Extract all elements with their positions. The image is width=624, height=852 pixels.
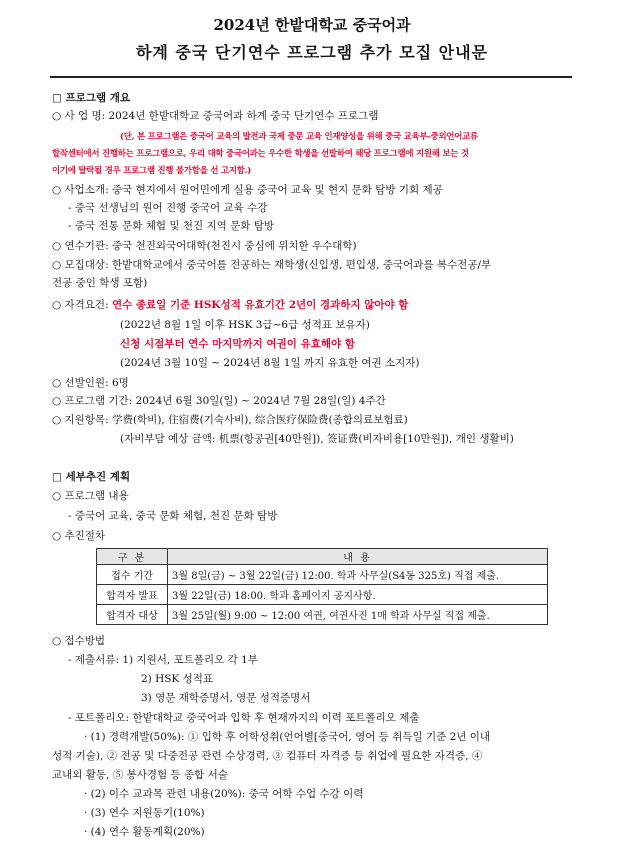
portfolio-item2: · (2) 이수 교과목 관련 내용(20%): 중국 어학 수업 수강 이력 (84, 788, 364, 800)
document-title-line2: 하계 중국 단기연수 프로그램 추가 모집 안내문 (135, 43, 489, 62)
table-row (97, 605, 548, 625)
program-note-line2: 합작센터에서 진행하는 프로그램으로, 우리 대학 중국어과는 우수한 학생을 선발하여 해당 프로그램에 지원해 보는 것 (52, 148, 469, 158)
program-intro-sub1: - 중국 선생님의 원어 진행 중국어 교육 수강 (68, 202, 268, 214)
program-name: ○ 사 업 명: 2024년 한밭대학교 중국어과 하계 중국 단기연수 프로그램 (52, 110, 379, 122)
procedure-heading: ○ 추진절차 (52, 530, 106, 542)
portfolio-item4: · (4) 연수 활동계획(20%) (84, 826, 205, 838)
support-self-cost: (자비부담 예상 금액: 机票(항공권[40만원]), 签证费(비자비용[10만원]), 개인 생활비) (120, 433, 514, 445)
requirement-passport-detail: (2024년 3월 10일 ~ 2024년 8월 1일 까지 유효한 여권 소지자) (120, 357, 420, 369)
program-note-line1: (단, 본 프로그램은 중국어 교육의 발전과 국제 중문 교육 인재양성을 위해 중국 교육부-중외언어교류 (120, 131, 478, 141)
table-row (97, 565, 548, 585)
procedure-row-value: 3월 25일(월) 9:00 ~ 12:00 여권, 여권사진 1매 학과 사무실 직접 제출. (168, 605, 548, 625)
procedure-row-label: 합격자 발표 (97, 585, 168, 605)
portfolio-description: - 포트폴리오: 한밭대학교 중국어과 입학 후 현재까지의 이력 포트폴리오 제출 (68, 712, 420, 724)
target-line1: ○ 모집대상: 한밭대학교에서 중국어를 전공하는 재학생(신입생, 편입생, 중국어과를 복수전공/부 (52, 259, 492, 271)
program-intro: ○ 사업소개: 중국 현지에서 원어민에게 실용 중국어 교육 및 현지 문화 탐방 기회 제공 (52, 184, 443, 196)
portfolio-item3: · (3) 연수 지원동기(10%) (84, 807, 205, 819)
section-heading-overview: □ 프로그램 개요 (52, 92, 131, 104)
procedure-table-header-content: 내 용 (168, 549, 548, 565)
program-intro-sub2: - 중국 전통 문화 체험 및 천진 지역 문화 탐방 (68, 220, 275, 232)
program-note-line3: 이기에 탈락될 경우 프로그램 진행 불가함을 선 고지함.) (52, 165, 252, 175)
portfolio-item1-line3: 교내외 활동, ⑤ 봉사경험 등 종합 서술 (52, 769, 228, 781)
procedure-row-value: 3월 8일(금) ~ 3월 22일(금) 12:00. 학과 사무실(S4동 325호) 직접 제출. (168, 565, 548, 585)
portfolio-item1-line2: 성적 기술), ② 전공 및 다중전공 관련 수상경력, ③ 컴퓨터 자격증 등 취업에 필요한 자격증, ④ (52, 750, 483, 762)
documents-line1: - 제출서류: 1) 지원서, 포트폴리오 각 1부 (68, 654, 258, 666)
procedure-row-value: 3월 22일(금) 18:00. 학과 홈페이지 공지사항. (168, 585, 548, 605)
requirements (52, 297, 572, 313)
program-period: ○ 프로그램 기간: 2024년 6월 30일(일) ~ 2024년 7월 28일(일) 4주간 (52, 395, 386, 407)
procedure-row-label: 접수 기간 (97, 565, 168, 585)
requirements-label: ○ 자격요건: (52, 299, 112, 311)
requirement-hsk-detail: (2022년 8월 1일 이후 HSK 3급~6급 성적표 보유자) (120, 319, 370, 331)
program-content: ○ 프로그램 내용 (52, 490, 129, 502)
procedure-table-header-category: 구 분 (97, 549, 168, 565)
documents-line3: 3) 영문 재학증명서, 영문 성적증명서 (141, 692, 311, 704)
requirement-hsk: 연수 종료일 기준 HSK성적 유효기간 2년이 경과하지 않아야 함 (111, 299, 409, 311)
target-line2: 전공 중인 학생 포함) (52, 277, 148, 289)
program-content-sub: - 중국어 교육, 중국 문화 체험, 천진 문화 탐방 (68, 510, 278, 522)
support-items: ○ 지원항목: 学费(학비), 住宿费(기숙사비), 综合医疗保险费(종합의료보험료) (52, 414, 408, 426)
title-divider (50, 76, 572, 78)
table-row (97, 585, 548, 605)
requirement-passport: 신청 시점부터 연수 마지막까지 여권이 유효해야 함 (120, 338, 355, 350)
selection-quota: ○ 선발인원: 6명 (52, 377, 129, 389)
portfolio-item1-line1: · (1) 경력개발(50%): ① 입학 후 어학성취(언어별[중국어, 영어 등 취득일 기준 2년 이내 (84, 731, 491, 743)
application-heading: ○ 접수방법 (52, 635, 106, 647)
training-institution: ○ 연수기관: 중국 천진외국어대학(천진시 중심에 위치한 우수대학) (52, 240, 357, 252)
procedure-row-label: 합격자 대상 (97, 605, 168, 625)
document-title-line1: 2024년 한밭대학교 중국어과 (213, 16, 411, 34)
section-heading-plan: □ 세부추진 계획 (52, 471, 131, 483)
procedure-table (96, 548, 548, 625)
documents-line2: 2) HSK 성적표 (141, 673, 214, 685)
